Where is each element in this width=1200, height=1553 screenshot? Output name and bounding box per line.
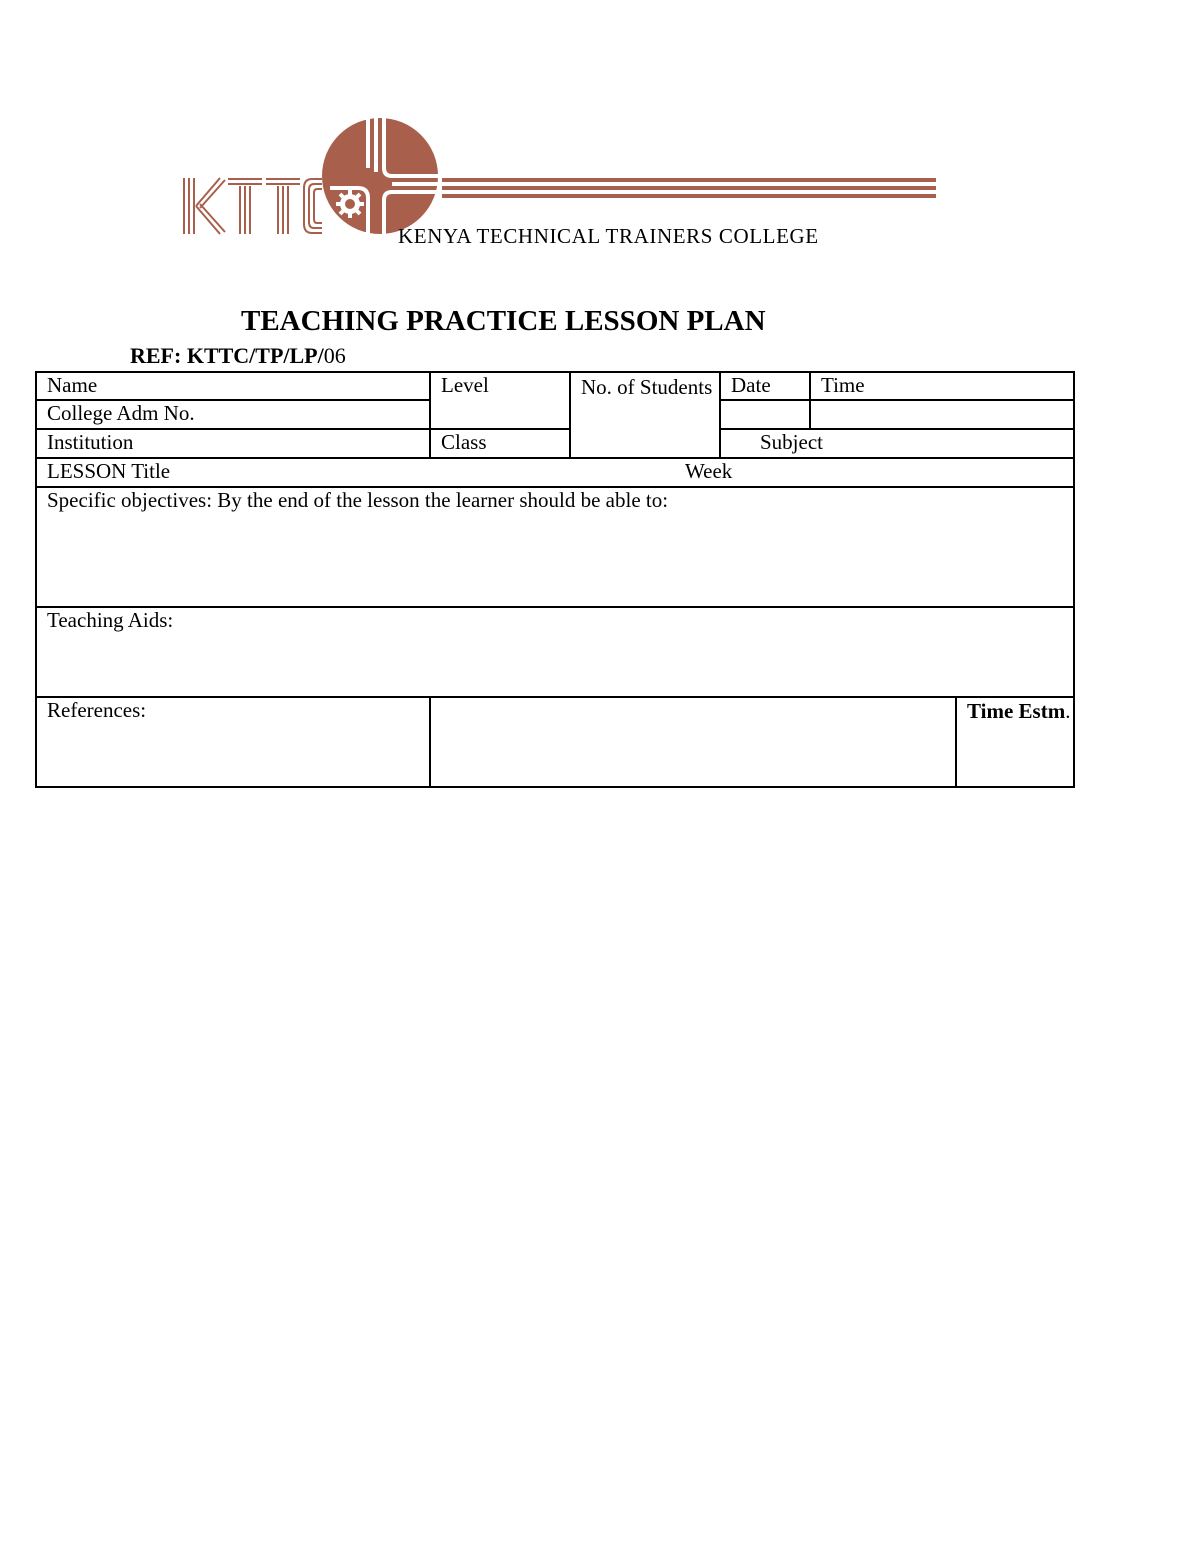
reference-line xyxy=(130,343,346,369)
time-field[interactable]: Time xyxy=(810,372,1074,400)
lesson-plan-form xyxy=(35,371,1075,788)
class-field[interactable]: Class xyxy=(430,429,570,458)
references-content-cell[interactable] xyxy=(430,697,956,787)
college-name: KENYA TECHNICAL TRAINERS COLLEGE xyxy=(398,224,819,248)
references-field[interactable]: References: xyxy=(36,697,430,787)
college-adm-no-field[interactable]: College Adm No. xyxy=(36,400,430,429)
reference-number: 06 xyxy=(323,343,346,368)
lesson-title-label: LESSON Title xyxy=(47,459,171,483)
level-field[interactable]: Level xyxy=(430,372,570,429)
lesson-title-row[interactable] xyxy=(36,458,1074,487)
name-field[interactable]: Name xyxy=(36,372,430,400)
no-of-students-field[interactable]: No. of Students xyxy=(570,372,720,458)
teaching-aids-field[interactable]: Teaching Aids: xyxy=(36,607,1074,697)
document-title: TEACHING PRACTICE LESSON PLAN xyxy=(241,305,766,337)
subject-field[interactable]: Subject xyxy=(720,429,1074,458)
time-value-cell[interactable] xyxy=(810,400,1074,429)
time-estimate-label: Time Estm xyxy=(967,699,1066,723)
specific-objectives-field[interactable]: Specific objectives: By the end of the lesson the learner should be able to: xyxy=(36,487,1074,607)
week-label: Week xyxy=(685,459,733,483)
institution-field[interactable]: Institution xyxy=(36,429,430,458)
reference-label: REF: KTTC/TP/LP/ xyxy=(130,343,324,368)
time-estimate-field[interactable]: Time Estm. xyxy=(956,697,1074,787)
date-field[interactable]: Date xyxy=(720,372,810,400)
date-value-cell[interactable] xyxy=(720,400,810,429)
